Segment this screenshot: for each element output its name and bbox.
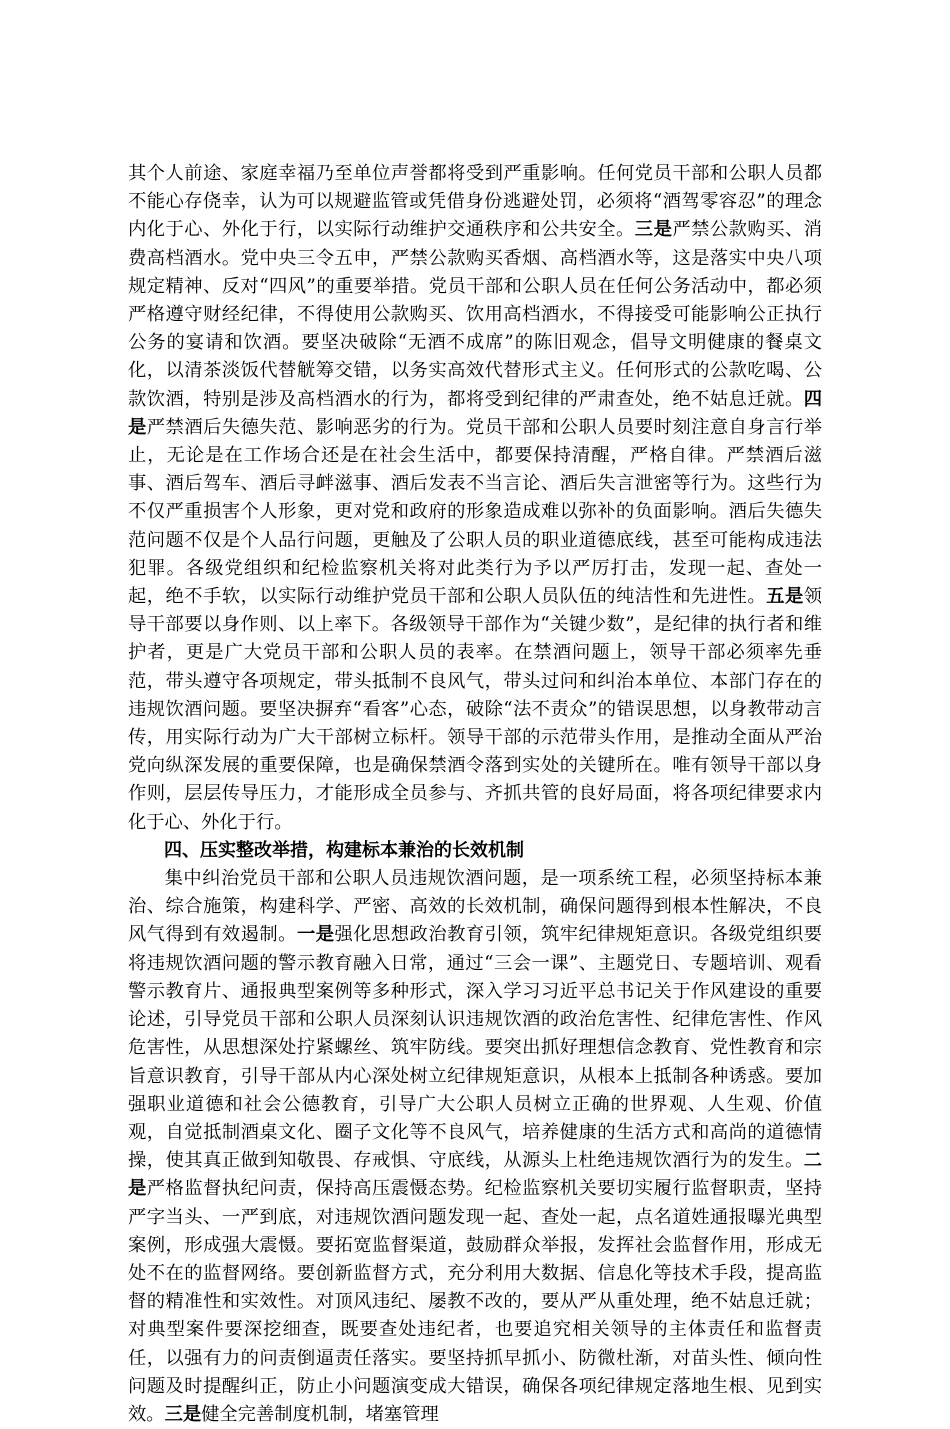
point-lead-one: 一是 (296, 924, 335, 946)
point-lead-two: 二是 (128, 1150, 822, 1200)
paragraph-text: 其个人前途、家庭幸福乃至单位声誉都将受到严重影响。任何党员干部和公职人员都不能心存侥幸，认为可以规避监管或凭借身份逃避处罚，必须将“酒驾零容忍”的理念内化于心、外化于行，以实际行动维护交通秩序和公共安全。 (128, 163, 822, 241)
point-lead-five: 五是 (766, 586, 804, 608)
paragraph-text: 集中纠治党员干部和公职人员违规饮酒问题，是一项系统工程，必须坚持标本兼治、综合施策，构建科学、严密、高效的长效机制，确保问题得到根本性解决，不良风气得到有效遏制。 (128, 868, 822, 946)
paragraph-text: 严禁酒后失德失范、影响恶劣的行为。党员干部和公职人员要时刻注意自身言行举止，无论是在工作场合还是在社会生活中，都要保持清醒，严格自律。严禁酒后滋事、酒后驾车、酒后寻衅滋事、酒后发表不当言论、酒后失言泄密等行为。这些行为不仅严重损害个人形象，更对党和政府的形象造成难以弥补的负面影响。酒后失德失范问题不仅是个人品行问题，更触及了公职人员的职业道德底线，甚至可能构成违法犯罪。各级党组织和纪检监察机关将对此类行为予以严厉打击，发现一起、查处一起，绝不手软，以实际行动维护党员干部和公职人员队伍的纯洁性和先进性。 (128, 416, 823, 608)
document-page (128, 160, 822, 1429)
point-lead-three: 三是 (634, 219, 673, 241)
section-heading: 四、压实整改举措，构建标本兼治的长效机制 (164, 839, 524, 861)
body-paragraph-continued (128, 160, 822, 837)
paragraph-text: 领导干部要以身作则、以上率下。各级领导干部作为“关键少数”，是纪律的执行者和维护者，更是广大党员干部和公职人员的表率。在禁酒问题上，领导干部必须率先垂范，带头遵守各项规定，带头抵制不良风气，带头过问和纠治本单位、本部门存在的违规饮酒问题。要坚决摒弃“看客”心态，破除“法不责众”的错误思想，以身教带动言传，用实际行动为广大干部树立标杆。领导干部的示范带头作用，是推动全面从严治党向纵深发展的重要保障，也是确保禁酒令落到实处的关键所在。唯有领导干部以身作则，层层传导压力，才能形成全员参与、齐抓共管的良好局面，将各项纪律要求内化于心、外化于行。 (128, 586, 823, 833)
paragraph-text: 强化思想政治教育引领，筑牢纪律规矩意识。各级党组织要将违规饮酒问题的警示教育融入日常，通过“三会一课”、主题党日、专题培训、观看警示教育片、通报典型案例等多种形式，深入学习习近平总书记关于作风建设的重要论述，引导党员干部和公职人员深刻认识违规饮酒的政治危害性、纪律危害性、作风危害性，从思想深处拧紧螺丝、筑牢防线。要突出抓好理想信念教育、党性教育和宗旨意识教育，引导干部从内心深处树立纪律规矩意识，从根本上抵制各种诱惑。要加强职业道德和社会公德教育，引导广大公职人员树立正确的世界观、人生观、价值观，自觉抵制酒桌文化、圈子文化等不良风气，培养健康的生活方式和高尚的道德情操，使其真正做到知敬畏、存戒惧、守底线，从源头上杜绝违规饮酒行为的发生。 (128, 924, 823, 1172)
paragraph-text: 严禁公款购买、消费高档酒水。党中央三令五申，严禁公款购买香烟、高档酒水等，这是落实中央八项规定精神、反对“四风”的重要举措。党员干部和公职人员在任何公务活动中，都必须严格遵守财经纪律，不得使用公款购买、饮用高档酒水，不得接受可能影响公正执行公务的宴请和饮酒。要坚决破除“无酒不成席”的陈旧观念，倡导文明健康的餐桌文化，以清茶淡饭代替觥筹交错，以务实高效代替形式主义。任何形式的公款吃喝、公款饮酒，特别是涉及高档酒水的行为，都将受到纪律的严肃查处，绝不姑息迁就。 (128, 219, 823, 410)
paragraph-text: 健全完善制度机制，堵塞管理 (201, 1403, 439, 1425)
point-lead-four: 四是 (128, 388, 822, 438)
point-lead-three: 三是 (164, 1403, 202, 1425)
body-paragraph (128, 865, 822, 1429)
paragraph-text: 严格监督执纪问责，保持高压震慑态势。纪检监察机关要切实履行监督职责，坚持严字当头、一严到底，对违规饮酒问题发现一起、查处一起，点名道姓通报曝光典型案例，形成强大震慑。要拓宽监督渠道，鼓励群众举报，发挥社会监督作用，形成无处不在的监督网络。要创新监督方式，充分利用大数据、信息化等技术手段，提高监督的精准性和实效性。对顶风违纪、屡教不改的，要从严从重处理，绝不姑息迁就；对典型案件要深挖细查，既要查处违纪者，也要追究相关领导的主体责任和监督责任，以强有力的问责倒逼责任落实。要坚持抓早抓小、防微杜渐，对苗头性、倾向性问题及时提醒纠正，防止小问题演变成大错误，确保各项纪律规定落地生根、见到实效。 (128, 1178, 823, 1425)
